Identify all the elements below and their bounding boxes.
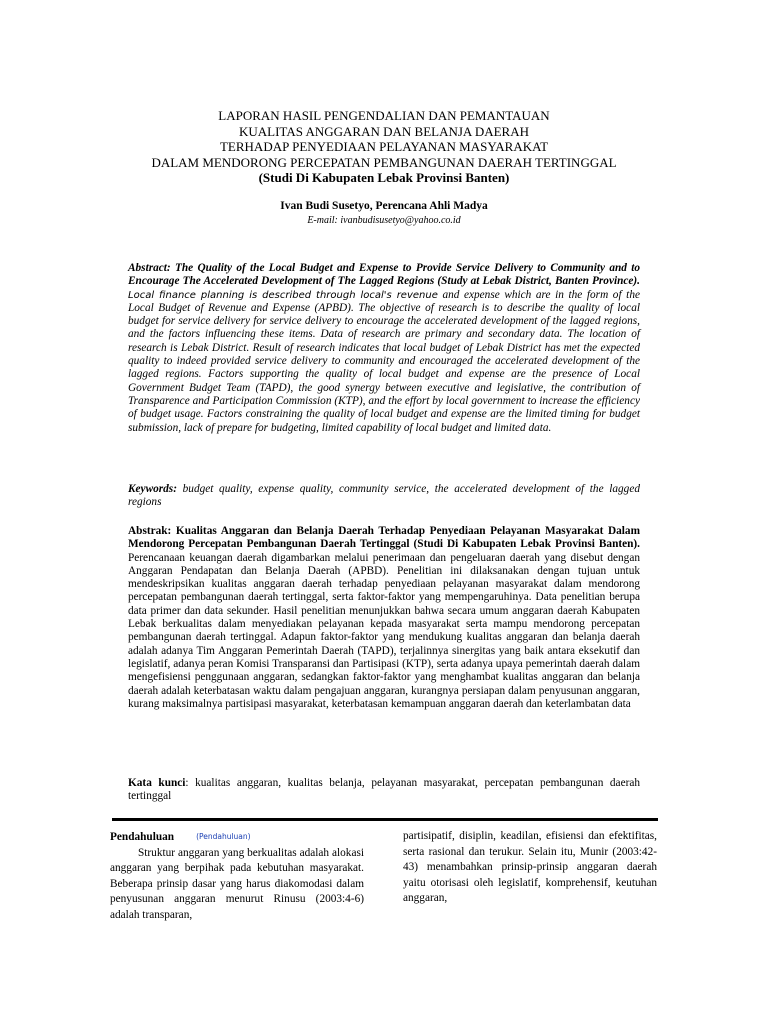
intro-paragraph-right: partisipatif, disiplin, keadilan, efisiensi dan efektifitas, serta rasional dan terukur. Selain itu, Munir (2003:42-43) menambahkan prinsip-prinsip anggaran daerah yaitu otorisasi oleh legislatif, komprehensif, keutuhan anggaran, bbox=[403, 830, 657, 905]
author-name: Ivan Budi Susetyo, Perencana Ahli Madya bbox=[280, 200, 488, 212]
abstract-heading: Abstract: The Quality of the Local Budget and Expense to Provide Service Delivery to Community and to Encourage The Accelerated Development of The Lagged Regions (Study at Lebak District, Banten Province). bbox=[128, 262, 640, 288]
keywords-label: Keywords: bbox=[128, 483, 177, 495]
title-line: TERHADAP PENYEDIAAN PELAYANAN MASYARAKAT bbox=[219, 139, 549, 155]
column-left bbox=[110, 829, 364, 924]
intro-paragraph-left: Struktur anggaran yang berkualitas adalah alokasi anggaran yang berpihak pada kebutuhan masyarakat. Beberapa prinsip dasar yang harus diakomodasi dalam penyusunan anggaran menurut Rinusu (2003:4-6) adalah transparan, bbox=[110, 846, 364, 921]
title-line: LAPORAN HASIL PENGENDALIAN DAN PEMANTAUAN bbox=[218, 108, 550, 123]
paper-subtitle: (Studi Di Kabupaten Lebak Provinsi Banten) bbox=[258, 170, 510, 186]
title-line: KUALITAS ANGGARAN DAN BELANJA DAERAH bbox=[238, 123, 529, 139]
abstrak-body: Perencanaan keuangan daerah digambarkan melalui penerimaan dan pengeluaran daerah yang disebut dengan Anggaran Pendapatan dan Belanja Daerah (APBD). Penelitian ini dilaksanakan dengan tujuan untuk mendeskripsikan kualitas anggaran daerah terhadap penyediaan pelayanan masyarakat dalam mendorong percepatan pembangunan daerah tertinggal, serta faktor-faktor yang mempengaruhinya. Data penelitian berupa data primer dan data sekunder. Hasil penelitian menunjukkan bahwa secara umum anggaran daerah Kabupaten Lebak berkualitas dalam menyediakan pelayanan kepada masyarakat serta mampu mendorong percepatan pembangunan daerah tertinggal. Adapun faktor-faktor yang mendukung kualitas anggaran dan belanja daerah adalah adanya Tim Anggaran Pemerintah Daerah (TAPD), terjalinnya sinergitas yang baik antara eksekutif dan legislatif, adanya peran Komisi Transparansi dan Partisipasi (KTP), serta adanya upaya pemerintah daerah dalam mengefisiensi penggunaan anggaran, sedangkan faktor-faktor yang menghambat kualitas anggaran dan belanja daerah adalah keterbatasan waktu dalam pengajuan anggaran, kurangnya persiapan dalam penyusunan anggaran, kurang maksimalnya partisipasi masyarakat, keterbatasan kemampuan anggaran daerah dan keterlambatan data bbox=[128, 551, 640, 710]
keywords bbox=[128, 483, 640, 510]
kata-kunci-text: : kualitas anggaran, kualitas belanja, pelayanan masyarakat, percepatan pembangunan daerah tertinggal bbox=[128, 777, 641, 803]
abstract-english bbox=[128, 262, 640, 435]
title-line: DALAM MENDORONG PERCEPATAN PEMBANGUNAN DAERAH TERTINGGAL bbox=[151, 154, 617, 170]
kata-kunci-label: Kata kunci bbox=[128, 777, 186, 789]
abstrak-heading: Abstrak: Kualitas Anggaran dan Belanja Daerah Terhadap Penyediaan Pelayanan Masyarakat Dalam Mendorong Percepatan Pembangunan Daerah Tertinggal (Studi Di Kabupaten Lebak Provinsi Banten). bbox=[128, 525, 640, 551]
kata-kunci bbox=[128, 777, 640, 804]
section-tag: (Pendahuluan) bbox=[196, 832, 251, 841]
author-email: E-mail: ivanbudisusetyo@yahoo.co.id bbox=[307, 215, 461, 226]
section-heading-label: Pendahuluan bbox=[110, 831, 175, 843]
abstract-body: and expense which are in the form of the Local Budget of Revenue and Expense (APBD). The objective of research is to describe the quality of local budget for service delivery for service delivery to encourage the accelerated development of the lagged regions, and the factors influencing these items. Data of research are primary and secondary data. The location of research is Lebak District. Result of research indicates that local budget of Lebak District has met the expected quality to indeed provided service delivery to community and encouraged the accelerated development of the lagged regions. Factors supporting the quality of local budget and expense are the presence of Local Government Budget Team (TAPD), the good synergy between executive and legislative, the contribution of Transparence and Participation Commission (KTP), and the effort by local government to increase the efficiency of budget usage. Factors constraining the quality of local budget and expense are the limited timing for budget submission, lack of prepare for budgeting, limited capability of local budget and limited data. bbox=[128, 288, 640, 434]
section-heading bbox=[110, 829, 364, 846]
paper-title bbox=[100, 108, 668, 186]
section-divider bbox=[112, 818, 658, 821]
abstract-lead: Local finance planning is described through local's revenue bbox=[128, 289, 438, 301]
keywords-text: budget quality, expense quality, community service, the accelerated development of the lagged regions bbox=[128, 483, 640, 509]
abstract-indonesian bbox=[128, 525, 640, 711]
column-right bbox=[403, 829, 657, 907]
